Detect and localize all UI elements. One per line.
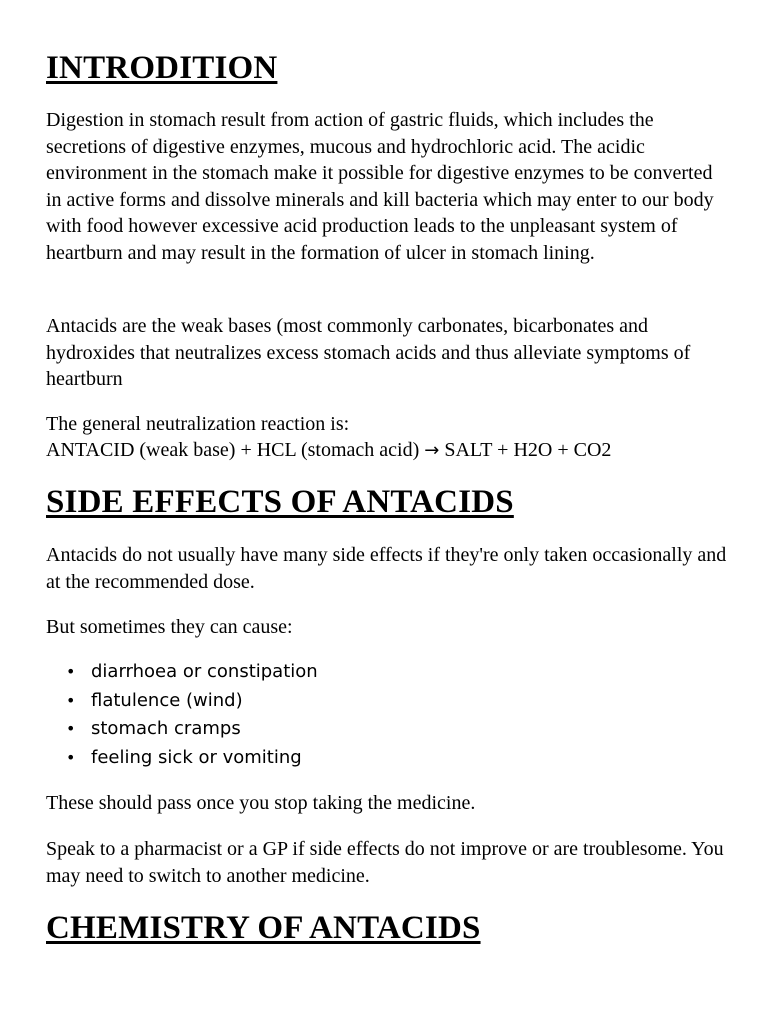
bullet-icon: • (66, 747, 76, 767)
list-item: • diarrhoea or constipation (46, 658, 728, 687)
heading-introduction: INTRODITION (46, 50, 278, 86)
side-effects-list (46, 658, 728, 772)
bullet-icon: • (66, 690, 76, 710)
arrow-icon: → (424, 440, 440, 461)
side-effects-paragraph-4: Speak to a pharmacist or a GP if side effects do not improve or are troublesome. You may need to switch to another medicine. (46, 838, 724, 887)
intro-paragraph-1: Digestion in stomach result from action of gastric fluids, which includes the secretions of digestive enzymes, mucous and hydrochloric acid. The acidic environment in the stomach make it possible for digestive enzymes to be converted in active forms and dissolve minerals and kill bacteria which may enter to our body with food however excessive acid production leads to the unpleasant system of heartburn and may result in the formation of ulcer in stomach lining. (46, 109, 714, 264)
reaction-intro: The general neutralization reaction is: (46, 413, 350, 435)
list-item: • stomach cramps (46, 715, 728, 744)
reaction-equation (46, 437, 728, 465)
bullet-icon: • (66, 719, 76, 738)
heading-chemistry: CHEMISTRY OF ANTACIDS (46, 910, 481, 946)
side-effects-paragraph-1: Antacids do not usually have many side effects if they're only taken occasionally and at the recommended dose. (46, 544, 727, 593)
heading-side-effects: SIDE EFFECTS OF ANTACIDS (46, 484, 514, 520)
list-item: • flatulence (wind) (46, 687, 728, 716)
intro-paragraph-2: Antacids are the weak bases (most commonly carbonates, bicarbonates and hydroxides that neutralizes excess stomach acids and thus alleviate symptoms of heartburn (46, 315, 691, 390)
reaction-right: SALT + H2O + CO2 (444, 439, 612, 461)
bullet-icon: • (66, 662, 76, 681)
side-effects-paragraph-2: But sometimes they can cause: (46, 616, 293, 638)
side-effects-paragraph-3: These should pass once you stop taking the medicine. (46, 792, 476, 814)
list-item: • feeling sick or vomiting (46, 744, 728, 773)
reaction-left: ANTACID (weak base) + HCL (stomach acid) (46, 439, 420, 461)
